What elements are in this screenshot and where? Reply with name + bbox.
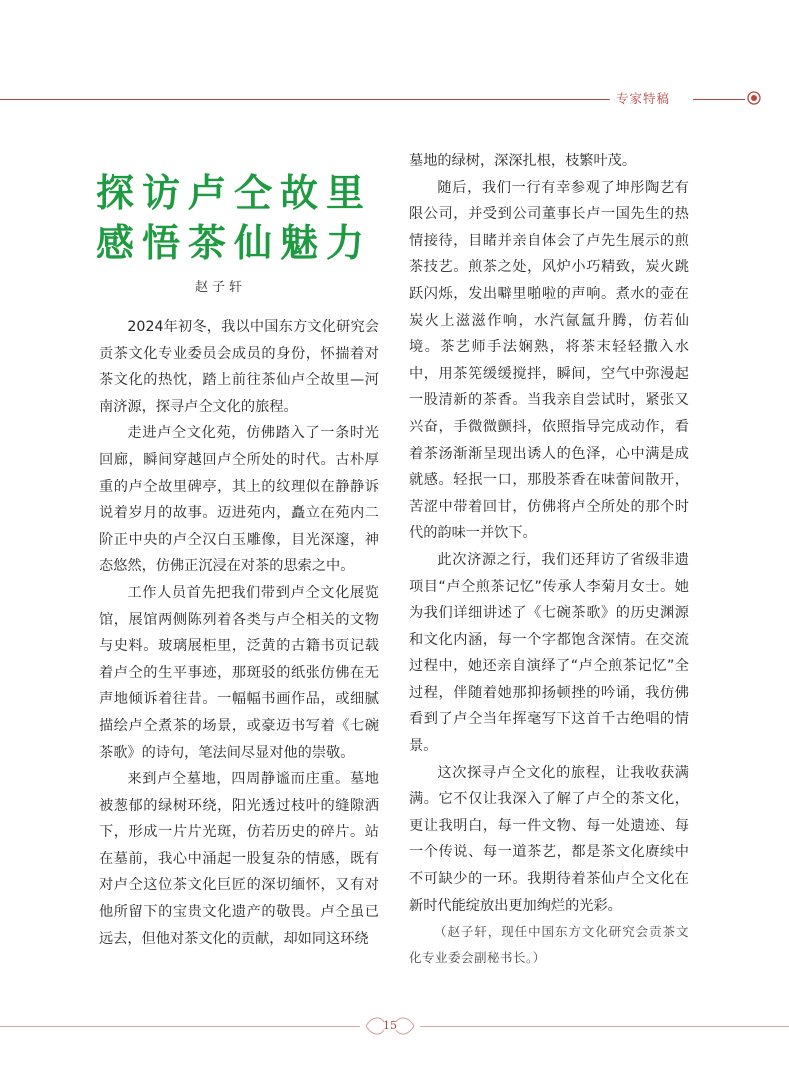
paragraph: 2024年初冬，我以中国东方文化研究会贡茶文化专业委员会成员的身份，怀揣着对茶文化的热忱，踏上前往茶仙卢仝故里—河南济源，探寻卢仝文化的旅程。 xyxy=(99,319,379,415)
paragraph: 此次济源之行，我们还拜访了省级非遗项目“卢仝煎茶记忆”传承人李菊月女士。她为我们详细讲述了《七碗茶歌》的历史渊源和文化内涵，每一个字都饱含深情。在交流过程中，她还亲自演绎了“卢仝煎茶记忆”全过程，伴随着她那抑扬顿挫的吟诵，我仿佛看到了卢仝当年挥毫写下这首千古绝唱的情景。 xyxy=(409,551,689,755)
footer-rule-left xyxy=(0,1026,360,1027)
paragraph: 走进卢仝文化苑，仿佛踏入了一条时光回廊，瞬间穿越回卢仝所处的时代。古朴厚重的卢仝故里碑亭，其上的纹理似在静静诉说着岁月的故事。迈进苑内，矗立在苑内二阶正中央的卢仝汉白玉雕像，目光深邃，神态悠然，仿佛正沉浸在对茶的思索之中。 xyxy=(99,425,379,575)
paragraph: 来到卢仝墓地，四周静谧而庄重。墓地被葱郁的绿树环绕，阳光透过枝叶的缝隙洒下，形成一片片光斑，仿若历史的碎片。站在墓前，我心中涌起一股复杂的情感，既有对卢仝这位茶文化巨匠的深切缅怀，又有对他所留下的宝贵文化遗产的敬畏。卢仝虽已远去，但他对茶文化的贡献，却如同这环绕 xyxy=(99,771,379,947)
target-circle-icon xyxy=(747,91,761,105)
article-title-line-2: 感悟茶仙魅力 xyxy=(96,220,373,265)
paragraph: 工作人员首先把我们带到卢仝文化展览馆，展馆两侧陈列着各类与卢仝相关的文物与史料。玻璃展柜里，泛黄的古籍书页记载着卢仝的生平事迹，那斑驳的纸张仿佛在无声地倾诉着往昔。一幅幅书画作品，或细腻描绘卢仝煮茶的场景，或豪迈书写着《七碗茶歌》的诗句，笔法间尽显对他的崇敬。 xyxy=(99,584,379,761)
paragraph: 随后，我们一行有幸参观了坤彤陶艺有限公司，并受到公司董事长卢一国先生的热情接待，目睹并亲自体会了卢先生展示的煎茶技艺。煎茶之处，风炉小巧精致，炭火跳跃闪烁，发出噼里啪啦的声响。煮水的壶在炭火上滋滋作响，水汽氤氲升腾，仿若仙境。茶艺师手法娴熟，将茶末轻轻撒入水中，用茶筅缓缓搅拌，瞬间，空气中弥漫起一股清新的茶香。当我亲自尝试时，紧张又兴奋，手微微颤抖，依照指导完成动作，看着茶汤渐渐呈现出诱人的色泽，心中满是成就感。轻抿一口，那股茶香在味蕾间散开，苦涩中带着回甘，仿佛将卢仝所处的那个时代的韵味一并饮下。 xyxy=(409,179,689,542)
paragraph-continuation: 墓地的绿树，深深扎根，枝繁叶茂。 xyxy=(409,153,637,169)
left-column xyxy=(99,314,379,952)
right-column xyxy=(409,148,689,971)
page-number: 15 xyxy=(383,1019,397,1032)
page-footer xyxy=(0,1012,789,1042)
paragraph: 这次探寻卢仝文化的旅程，让我收获满满。它不仅让我深入了解了卢仝的茶文化，更让我明白，每一件文物、每一处遗迹、每一个传说、每一道茶艺，都是茶文化赓续中不可缺少的一环。我期待着茶仙卢仝文化在新时代能绽放出更加绚烂的光彩。 xyxy=(409,764,689,914)
article-title-line-1: 探访卢仝故里 xyxy=(96,170,373,215)
header-rule-right xyxy=(693,99,745,100)
footer-rule-right xyxy=(420,1026,789,1027)
section-tag: 专家特稿 xyxy=(616,91,671,106)
author-note: （赵子轩，现任中国东方文化研究会贡茶文化专业委会副秘书长。） xyxy=(409,924,689,966)
author-name: 赵子轩 xyxy=(195,280,247,295)
header-rule-left xyxy=(0,99,610,100)
